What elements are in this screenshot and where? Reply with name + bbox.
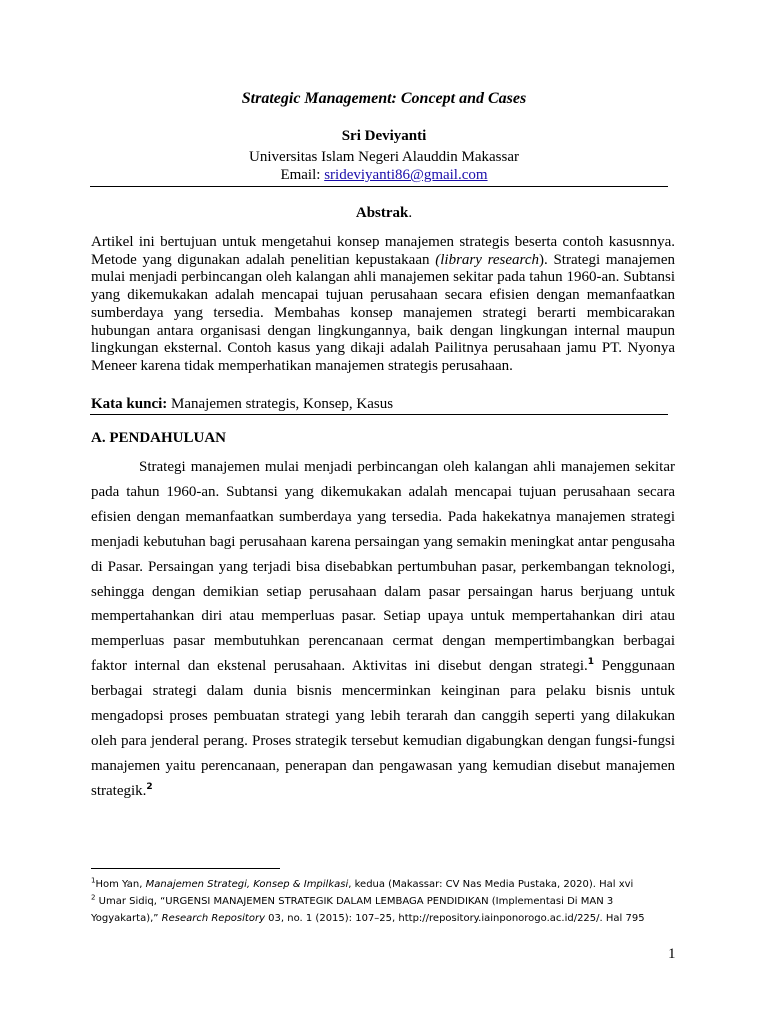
author-email-line (0, 167, 768, 184)
abstract-heading: Abstrak. (355, 205, 413, 221)
footnote-2: $^2$ Umar Sidiq, “URGENSI MANAJEMEN STRATEGIK DALAM LEMBAGA PENDIDIKAN (Implementasi Di MAN 3 Yogyakarta),” Research Repository 03, no. 1 (2015): 107–25, http://repository.iainponorogo.ac.id/225/. Hal 795 (91, 893, 645, 924)
body-paragraph: Strategi manajemen mulai menjadi perbincangan oleh kalangan ahli manajemen sekitar pada tahun 1960-an. Subtansi yang dikemukakan adalah mencapai tujuan perusahaan secara efisien dengan memanfaatkan sumberdaya yang tersedia. Pada hakekatnya manajemen strategi menjadi kebutuhan bagi perusahaan karena persaingan yang semakin meningkat antar pengusaha di Pasar. Persaingan yang terjadi bisa disebabkan pertumbuhan pasar, perkembangan teknologi, sehingga dengan demikian setiap perusahaan dalam pasar persaingan harus berjuang untuk mempertahankan diri atau memperluas pasar. Setiap upaya untuk mempertahankan diri atau memperluas pasar membutuhkan perencanaan cermat dengan mempertimbangkan berbagai faktor internal dan ekstenal perusahaan. Aktivitas ini disebut dengan strategi.$^1$ Penggunaan berbagai strategi dalam dunia bisnis mencerminkan keinginan para pelaku bisnis untuk mengadopsi proses pembuatan strategi yang lebih terarah dan canggih seperti yang dilakukan oleh para jenderal perang. Proses strategik tersebut kemudian digabungkan dengan fungsi-fungsi manajemen yaitu perencanaan, penerapan dan pengawasan yang kemudian disebut manajemen strategik.$^2$ (91, 459, 675, 799)
paper-title: Strategic Management: Concept and Cases (241, 90, 527, 107)
footnote-ref-2[interactable]: 2 (146, 781, 153, 792)
email-link[interactable]: srideviyanti86@gmail.com (324, 167, 488, 183)
footnote-1: $^1$Hom Yan, Manajemen Strategi, Konsep & Impilkasi, kedua (Makassar: CV Nas Media Pustaka, 2020). Hal xvi (91, 876, 634, 890)
footnotes (91, 876, 681, 927)
section-heading: A. PENDAHULUAN (91, 430, 226, 446)
keywords-label: Kata kunci: (91, 396, 168, 412)
author-affiliation: Universitas Islam Negeri Alauddin Makassar (249, 149, 519, 165)
email-label: Email: (280, 167, 325, 183)
header-divider (90, 186, 668, 187)
page-number: 1 (668, 946, 676, 962)
keywords-line (91, 396, 393, 413)
abstract-divider (90, 414, 668, 415)
footnote-divider (91, 868, 280, 869)
author-name: Sri Deviyanti (341, 128, 427, 144)
abstract-text: Artikel ini bertujuan untuk mengetahui konsep manajemen strategis beserta contoh kasusnnya. Metode yang digunakan adalah penelitian kepustakaan (library research). Strategi manajemen mulai menjadi perbincangan oleh kalangan ahli manajemen sekitar pada tahun 1960-an. Subtansi yang dikemukakan adalah mencapai tujuan perusahaan secara efisien dengan memanfaatkan sumberdaya yang tersedia. Membahas konsep manajemen strategi berarti membicarakan hubungan antara organisasi dengan lingkungannya, baik dengan lingkungan internal maupun lingkungan eksternal. Contoh kasus yang dikaji adalah Pailitnya perusahaan jamu PT. Nyonya Meneer karena tidak memperhatikan manajemen strategis perusahaan. (91, 234, 675, 374)
footnote-ref-1[interactable]: 1 (587, 657, 595, 668)
keywords-value: Manajemen strategis, Konsep, Kasus (167, 396, 394, 412)
